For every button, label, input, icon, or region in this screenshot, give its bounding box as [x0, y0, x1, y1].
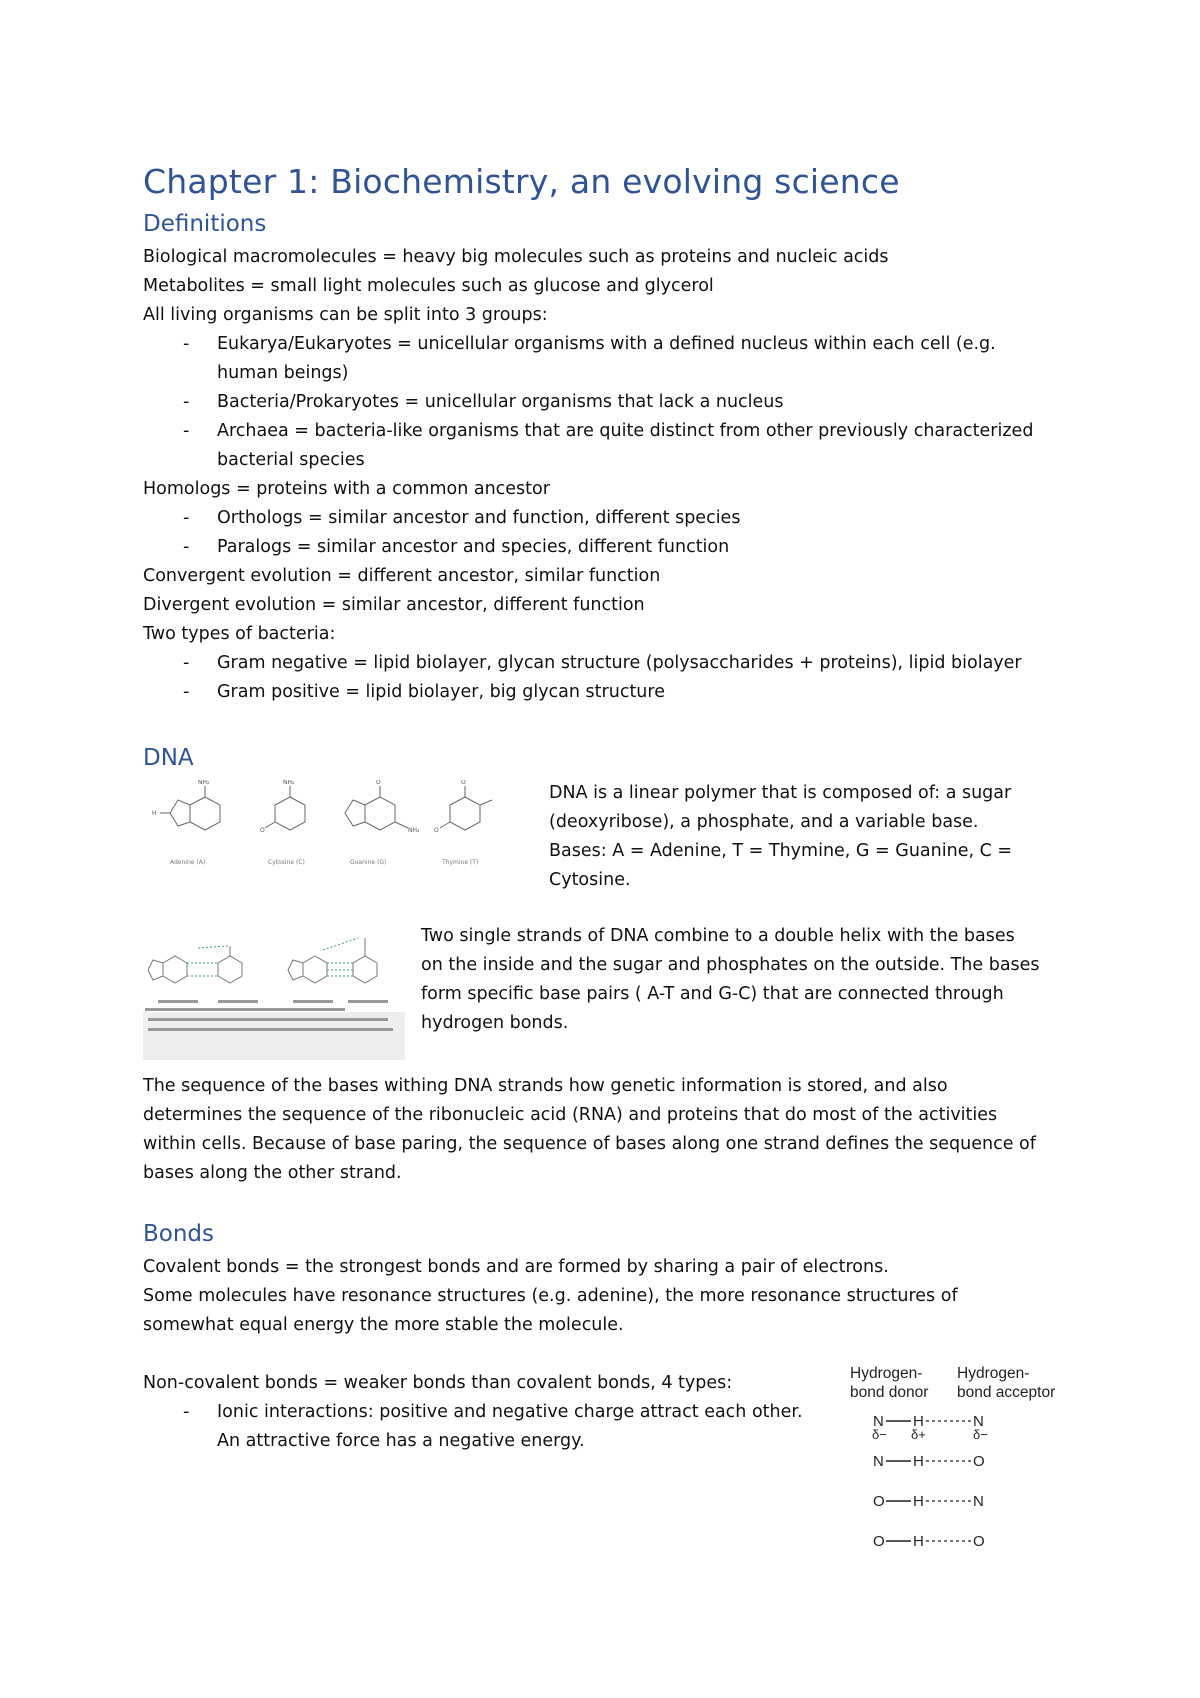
bullet-dash: - [183, 653, 190, 673]
delta-minus-acceptor: δ− [973, 1427, 988, 1442]
definition-line: Two types of bacteria: [143, 624, 336, 644]
bullet-dash: - [183, 421, 190, 441]
dna-bases-figure [150, 780, 540, 880]
delta-plus: δ+ [911, 1427, 926, 1442]
dna-helix-line: hydrogen bonds. [421, 1013, 569, 1033]
dna-helix-line: form specific base pairs ( A-T and G-C) that are connected through [421, 984, 1004, 1004]
adenine-ring [190, 797, 220, 830]
svg-text:NH₂: NH₂ [198, 780, 210, 786]
list-item: Paralogs = similar ancestor and species, different function [217, 537, 730, 557]
bonds-line: Covalent bonds = the strongest bonds and are formed by sharing a pair of electrons. [143, 1257, 889, 1277]
dna-intro-line: Bases: A = Adenine, T = Thymine, G = Guanine, C = [549, 841, 1013, 861]
list-item: human beings) [217, 363, 349, 383]
bonds-line: Non-covalent bonds = weaker bonds than covalent bonds, 4 types: [143, 1373, 733, 1393]
hbond-acceptor-atom: N [973, 1413, 984, 1430]
svg-text:O: O [260, 827, 265, 834]
list-item: Archaea = bacteria-like organisms that are quite distinct from other previously characterized [217, 421, 1034, 441]
bullet-dash: - [183, 334, 190, 354]
hbond-hydrogen-atom: H [913, 1493, 924, 1510]
dna-helix-line: on the inside and the sugar and phosphates on the outside. The bases [421, 955, 1040, 975]
bullet-dash: - [183, 392, 190, 412]
dna-heading: DNA [143, 745, 194, 771]
definition-line: Biological macromolecules = heavy big molecules such as proteins and nucleic acids [143, 247, 889, 267]
svg-text:NH₂: NH₂ [283, 780, 295, 786]
adenine-label: Adenine (A) [170, 859, 206, 866]
definition-line: Divergent evolution = similar ancestor, different function [143, 595, 645, 615]
svg-text:O: O [376, 780, 381, 786]
thymine-ring [450, 797, 480, 830]
hbond-donor-atom: O [873, 1493, 885, 1510]
list-item: Eukarya/Eukaryotes = unicellular organisms with a defined nucleus within each cell (e.g. [217, 334, 996, 354]
definitions-heading: Definitions [143, 211, 267, 237]
dna-helix-line: Two single strands of DNA combine to a double helix with the bases [421, 926, 1015, 946]
dna-intro-line: Cytosine. [549, 870, 631, 890]
hbond-donor-atom: O [873, 1533, 885, 1550]
hbond-donor-atom: N [873, 1413, 884, 1430]
cytosine-ring [275, 797, 305, 830]
list-item: An attractive force has a negative energy. [217, 1431, 585, 1451]
hbond-hydrogen-atom: H [913, 1453, 924, 1470]
list-item: Gram negative = lipid biolayer, glycan structure (polysaccharides + proteins), lipid biolayer [217, 653, 1022, 673]
chapter-title: Chapter 1: Biochemistry, an evolving science [143, 162, 900, 201]
hydrogen-bond-figure [845, 1360, 1070, 1560]
hbond-acceptor-atom: O [973, 1533, 985, 1550]
definition-line: All living organisms can be split into 3 groups: [143, 305, 548, 325]
hbond-hydrogen-atom: H [913, 1533, 924, 1550]
acceptor-label-line: bond acceptor [957, 1384, 1056, 1401]
bullet-dash: - [183, 537, 190, 557]
bullet-dash: - [183, 682, 190, 702]
adenine-ring-5 [170, 800, 190, 826]
acceptor-label-line: Hydrogen- [957, 1365, 1030, 1382]
bullet-dash: - [183, 1402, 190, 1422]
list-item: Bacteria/Prokaryotes = unicellular organisms that lack a nucleus [217, 392, 784, 412]
list-item: Ionic interactions: positive and negative charge attract each other. [217, 1402, 803, 1422]
guanine-label: Guanine (G) [350, 859, 387, 866]
bullet-dash: - [183, 508, 190, 528]
list-item: bacterial species [217, 450, 365, 470]
dna-sequence-line: determines the sequence of the ribonucleic acid (RNA) and proteins that do most of the activities [143, 1105, 998, 1125]
list-item: Orthologs = similar ancestor and function, different species [217, 508, 741, 528]
dna-intro-line: DNA is a linear polymer that is composed of: a sugar [549, 783, 1012, 803]
hbond-acceptor-atom: O [973, 1453, 985, 1470]
donor-label-line: Hydrogen- [850, 1365, 923, 1382]
donor-label-line: bond donor [850, 1384, 929, 1401]
svg-text:O: O [461, 780, 466, 786]
cytosine-label: Cytosine (C) [268, 859, 305, 866]
hbond-hydrogen-atom: H [913, 1413, 924, 1430]
guanine-ring [365, 797, 395, 830]
dna-sequence-line: bases along the other strand. [143, 1163, 402, 1183]
list-item: Gram positive = lipid biolayer, big glycan structure [217, 682, 665, 702]
dna-sequence-line: within cells. Because of base paring, the sequence of bases along one strand defines the sequence of [143, 1134, 1036, 1154]
guanine-ring-5 [345, 800, 365, 826]
definition-line: Convergent evolution = different ancestor, similar function [143, 566, 661, 586]
definition-line: Homologs = proteins with a common ancestor [143, 479, 550, 499]
dna-sequence-line: The sequence of the bases withing DNA strands how genetic information is stored, and also [143, 1076, 948, 1096]
base-pair-figure [143, 918, 405, 1060]
thymine-label: Thymine (T) [442, 859, 479, 866]
svg-text:NH₂: NH₂ [408, 827, 420, 834]
svg-text:H: H [152, 810, 157, 817]
bonds-line: somewhat equal energy the more stable the molecule. [143, 1315, 624, 1335]
bonds-heading: Bonds [143, 1221, 215, 1247]
dna-intro-line: (deoxyribose), a phosphate, and a variable base. [549, 812, 979, 832]
definition-line: Metabolites = small light molecules such as glucose and glycerol [143, 276, 714, 296]
hbond-donor-atom: N [873, 1453, 884, 1470]
delta-minus-donor: δ− [872, 1427, 887, 1442]
hbond-acceptor-atom: N [973, 1493, 984, 1510]
svg-text:O: O [434, 827, 439, 834]
bonds-line: Some molecules have resonance structures (e.g. adenine), the more resonance structures of [143, 1286, 958, 1306]
